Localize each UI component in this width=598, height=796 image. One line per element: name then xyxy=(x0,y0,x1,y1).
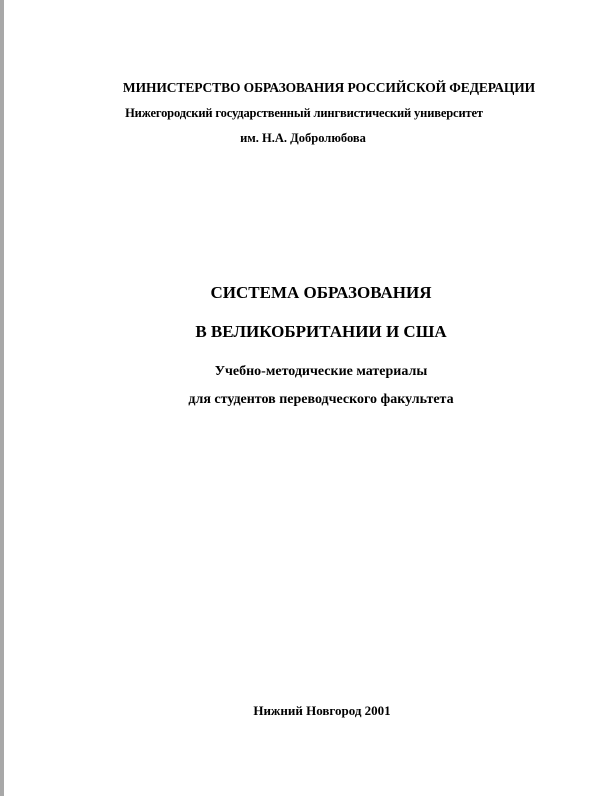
document-subtitle-line-1: Учебно-методические материалы xyxy=(214,364,428,379)
document-subtitle-line-2: для студентов переводческого факультета xyxy=(188,392,454,407)
university-named-after: им. Н.А. Добролюбова xyxy=(240,131,366,145)
ministry-heading: МИНИСТЕРСТВО ОБРАЗОВАНИЯ РОССИЙСКОЙ ФЕДЕРАЦИИ xyxy=(122,80,536,95)
university-name: Нижегородский государственный лингвистический университет xyxy=(125,106,483,120)
publication-place-year: Нижний Новгород 2001 xyxy=(253,703,391,718)
page-left-border xyxy=(0,0,4,796)
document-title-line-2: В ВЕЛИКОБРИТАНИИ И США xyxy=(195,322,447,341)
document-title-line-1: СИСТЕМА ОБРАЗОВАНИЯ xyxy=(210,283,432,302)
